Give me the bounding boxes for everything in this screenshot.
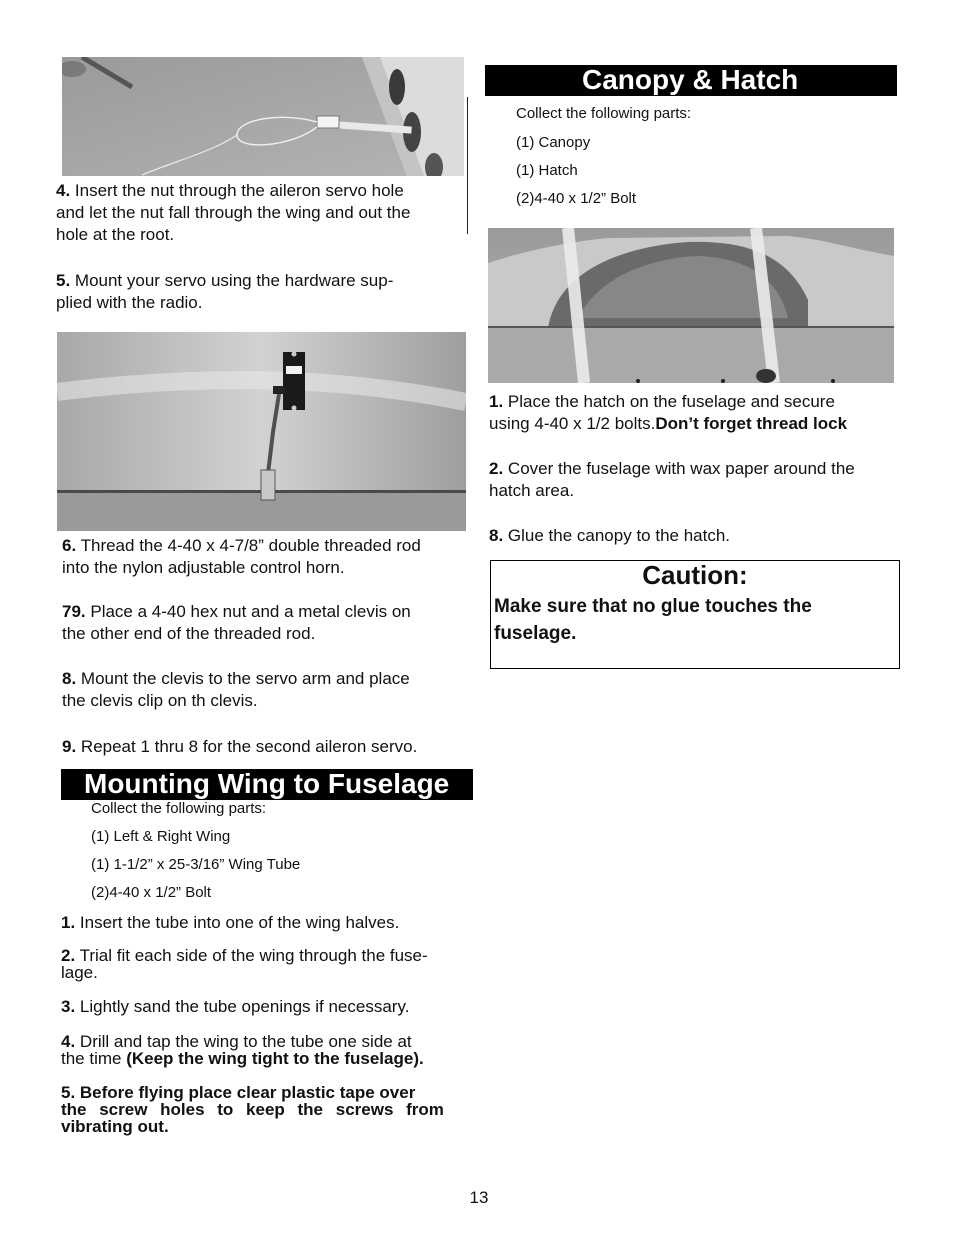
canopy-photo — [488, 228, 894, 383]
step-number: 8. — [489, 526, 504, 545]
step-number: 6. — [62, 536, 77, 555]
step-number: 9. — [62, 737, 77, 756]
servo-photo — [57, 332, 466, 531]
canopy-step-8: 8. Glue the canopy to the hatch. — [489, 526, 731, 545]
step-number: 3. — [61, 997, 76, 1016]
mount-step-5-tape-warning: 5. Before flying place clear plastic tape over the screw holes to keep the screws from vibrating out. — [61, 1083, 444, 1136]
section-title-mounting-wing: Mounting Wing to Fuselage — [61, 769, 473, 800]
mount-step-2: 2. Trial fit each side of the wing through the fuse- lage. — [61, 946, 428, 982]
section-title-canopy-hatch: Canopy & Hatch — [485, 65, 897, 96]
step-9-repeat: 9. Repeat 1 thru 8 for the second aileron servo. — [62, 737, 418, 756]
part-item: (1) Canopy — [516, 134, 591, 151]
mount-step-3: 3. Lightly sand the tube openings if necessary. — [61, 997, 410, 1016]
step-number: 2. — [489, 459, 504, 478]
step-number: 5. — [56, 271, 71, 290]
step-number: 4. — [61, 1032, 76, 1051]
step-number: 4. — [56, 181, 71, 200]
step-number: 1. — [61, 913, 76, 932]
collect-label: Collect the following parts: — [516, 105, 692, 122]
caution-title: Caution: — [642, 560, 748, 590]
part-item: (2)4-40 x 1/2” Bolt — [516, 190, 637, 207]
canopy-step-2: 2. Cover the fuselage with wax paper around the hatch area. — [489, 459, 855, 500]
canopy-parts-list — [516, 105, 886, 208]
step-79-hex-nut-clevis: 79. Place a 4-40 hex nut and a metal clevis on the other end of the threaded rod. — [62, 602, 411, 643]
column-divider — [467, 97, 468, 234]
part-item: (1) 1-1/2” x 25-3/16” Wing Tube — [91, 856, 301, 873]
wing-root-photo — [62, 57, 464, 176]
thread-lock-warning: Don’t forget thread lock — [655, 414, 848, 433]
step-number: 8. — [62, 669, 77, 688]
step-8-mount-clevis: 8. Mount the clevis to the servo arm and place the clevis clip on th clevis. — [62, 669, 410, 710]
page-number: 13 — [469, 1188, 489, 1207]
step-6-thread-rod: 6. Thread the 4-40 x 4-7/8” double threaded rod into the nylon adjustable control horn. — [62, 536, 421, 577]
step-number: 1. — [489, 392, 504, 411]
step-4-insert-nut: 4. Insert the nut through the aileron servo hole and let the nut fall through the wing and out the hole at the root. — [56, 181, 411, 244]
step-5-mount-servo: 5. Mount your servo using the hardware sup- plied with the radio. — [56, 271, 394, 312]
canopy-step-1: 1. Place the hatch on the fuselage and secure using 4-40 x 1/2 bolts.Don’t forget thread lock — [489, 392, 848, 433]
part-item: (1) Left & Right Wing — [91, 828, 231, 845]
caution-box — [490, 560, 900, 669]
mounting-parts-list — [91, 800, 471, 902]
step-number: 79. — [62, 602, 86, 621]
mount-step-1: 1. Insert the tube into one of the wing halves. — [61, 913, 400, 932]
part-item: (2)4-40 x 1/2” Bolt — [91, 884, 212, 901]
caution-text: Make sure that no glue touches the fuselage. — [494, 596, 812, 644]
step-number: 2. — [61, 946, 76, 965]
mount-step-4: 4. Drill and tap the wing to the tube one side at the time (Keep the wing tight to the fuselage). — [61, 1032, 424, 1068]
collect-label: Collect the following parts: — [91, 800, 267, 817]
part-item: (1) Hatch — [516, 162, 578, 179]
